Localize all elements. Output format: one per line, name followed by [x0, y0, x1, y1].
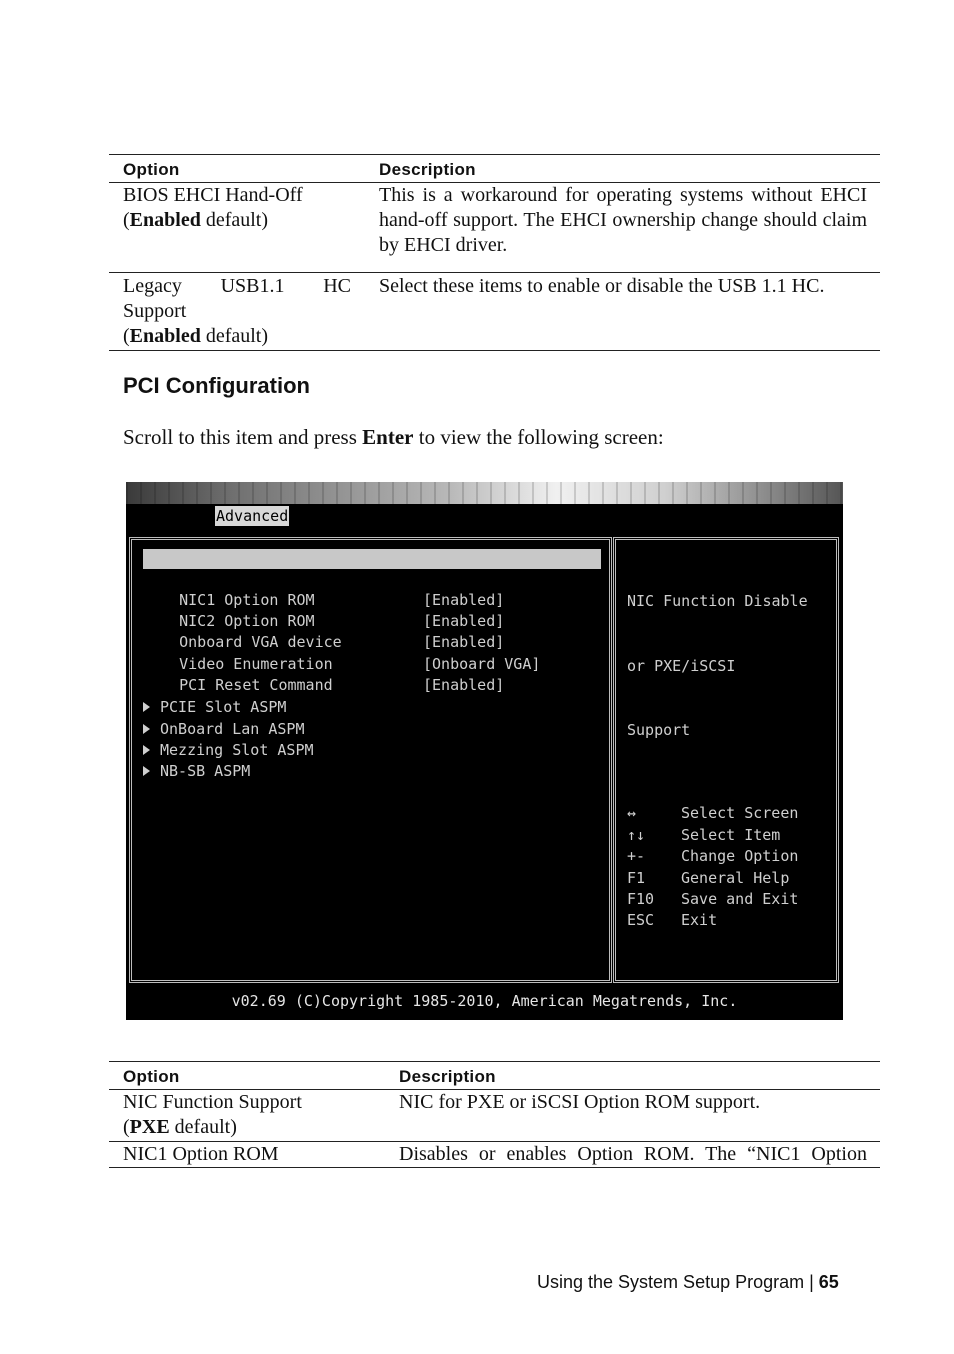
- description-cell: NIC for PXE or iSCSI Option ROM support.: [385, 1090, 880, 1142]
- bios-item-video-enumeration[interactable]: Video Enumeration [Onboard VGA]: [179, 655, 541, 673]
- triangle-right-icon: [143, 745, 150, 755]
- bios-item-value: [Enabled]: [423, 591, 505, 609]
- column-header-option: Option: [109, 155, 365, 183]
- option-cell: [109, 1142, 385, 1168]
- section-heading: PCI Configuration: [123, 373, 310, 398]
- options-table-pci: [109, 1061, 880, 1168]
- bios-submenu-mezzing-slot-aspm[interactable]: Mezzing Slot ASPM: [143, 740, 314, 760]
- bios-item-value: [Enabled]: [423, 612, 505, 630]
- bios-item-value: [Enabled]: [423, 676, 505, 694]
- bios-item-value: [Enabled]: [423, 633, 505, 651]
- column-header-description: Description: [385, 1062, 880, 1090]
- bios-key-legend: +- Change Option: [627, 847, 799, 865]
- option-name: NIC Function Support: [123, 1091, 302, 1113]
- option-cell: BIOS EHCI Hand-Off (Enabled default): [109, 183, 365, 273]
- bios-title-bar: [126, 482, 843, 504]
- table-row: [109, 1142, 880, 1168]
- bios-item-value: [Onboard VGA]: [423, 655, 541, 673]
- column-header-option: Option: [109, 1062, 385, 1090]
- table-row: [109, 183, 880, 273]
- description-cell: Select these items to enable or disable the USB 1.1 HC.: [365, 273, 880, 351]
- bios-key-legend: ↑↓ Select Item: [627, 826, 781, 844]
- bios-key-legend: F10 Save and Exit: [627, 890, 799, 908]
- bios-screenshot: [126, 482, 843, 1020]
- bios-item-nic-function-support[interactable]: NIC Function Support [PXE]: [143, 549, 601, 569]
- table-header-row: [109, 1062, 880, 1090]
- bios-submenu-nb-sb-aspm[interactable]: NB-SB ASPM: [143, 761, 250, 781]
- option-name: BIOS EHCI Hand-Off: [123, 184, 303, 206]
- bios-tab-advanced[interactable]: Advanced: [216, 507, 289, 525]
- page-number: 65: [818, 1272, 839, 1292]
- option-name: Legacy USB1.1 HC Support: [123, 275, 351, 322]
- triangle-right-icon: [143, 724, 150, 734]
- instruction-paragraph: Scroll to this item and press Enter to view the following screen:: [123, 425, 664, 449]
- description-cell: Disables or enables Option ROM. The “NIC1 Option: [385, 1142, 880, 1168]
- triangle-right-icon: [143, 766, 150, 776]
- option-default: Enabled: [129, 325, 201, 347]
- table-header-row: [109, 155, 880, 183]
- option-name: NIC1 Option ROM: [123, 1143, 279, 1165]
- option-cell: NIC Function Support (PXE default): [109, 1090, 385, 1142]
- bios-item-pci-reset-command[interactable]: PCI Reset Command [Enabled]: [179, 676, 505, 694]
- bios-submenu-pcie-slot-aspm[interactable]: PCIE Slot ASPM: [143, 697, 286, 717]
- bios-key-legend: F1 General Help: [627, 869, 790, 887]
- description-cell: This is a workaround for operating systems without EHCI hand-off support. The EHCI ownership change should claim by EHCI driver.: [365, 183, 880, 273]
- page-footer: [537, 1272, 839, 1293]
- triangle-right-icon: [143, 702, 150, 712]
- table-row: [109, 273, 880, 351]
- bios-item-onboard-vga[interactable]: Onboard VGA device [Enabled]: [179, 633, 505, 651]
- bios-copyright: v02.69 (C)Copyright 1985-2010, American Megatrends, Inc.: [231, 992, 738, 1010]
- options-table-usb: [109, 154, 880, 351]
- table-row: [109, 1090, 880, 1142]
- bios-key-legend: ↔ Select Screen: [627, 804, 799, 822]
- bios-submenu-onboard-lan-aspm[interactable]: OnBoard Lan ASPM: [143, 719, 305, 739]
- bios-key-legend: ESC Exit: [627, 911, 718, 929]
- column-header-description: Description: [365, 155, 880, 183]
- option-cell: Legacy USB1.1 HC Support (Enabled default): [109, 273, 365, 351]
- bios-item-nic2-option-rom[interactable]: NIC2 Option ROM [Enabled]: [179, 612, 505, 630]
- bios-item-nic1-option-rom[interactable]: NIC1 Option ROM [Enabled]: [179, 591, 505, 609]
- footer-text: Using the System Setup Program |: [537, 1272, 819, 1292]
- option-default: Enabled: [129, 209, 201, 231]
- bios-item-value: [PXE]: [423, 570, 469, 588]
- bios-help-text: NIC Function Disable or PXE/iSCSI Support: [627, 592, 808, 739]
- option-default: PXE: [129, 1116, 170, 1138]
